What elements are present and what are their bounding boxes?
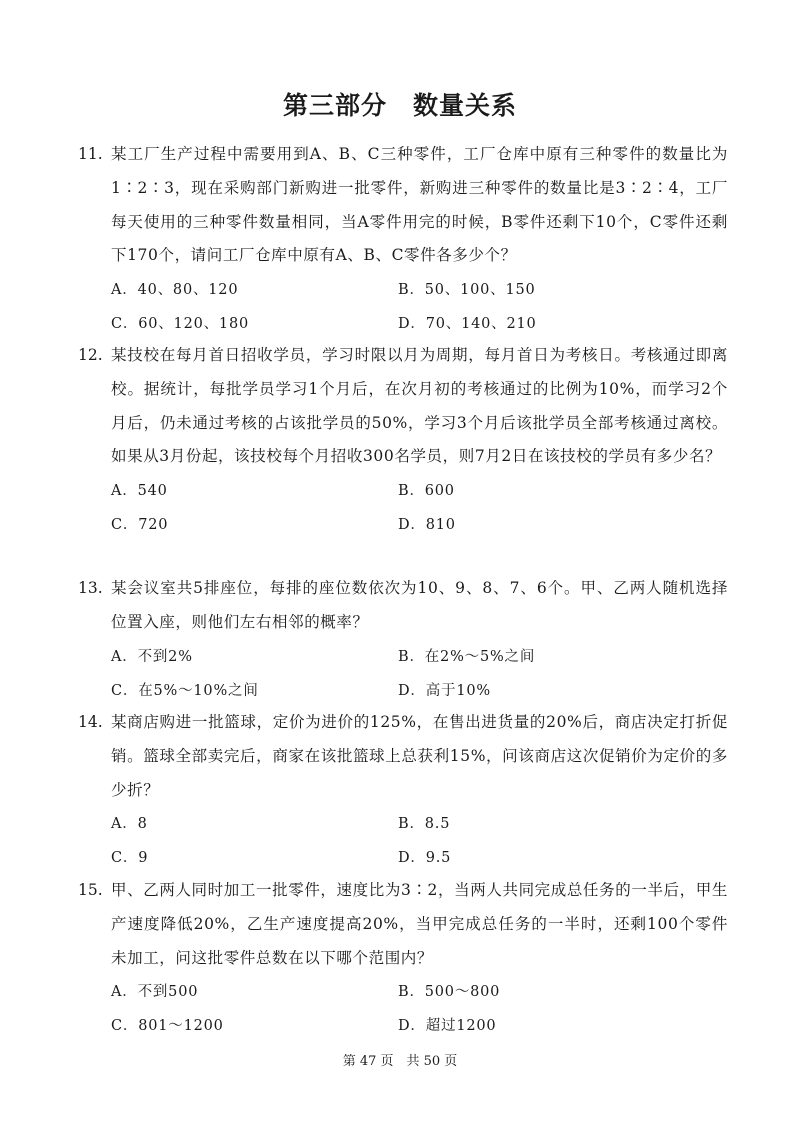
options — [111, 975, 728, 1043]
question-number: 15. — [78, 881, 103, 899]
option-a: A．40、80、120 — [111, 282, 239, 299]
option-d: D．超过1200 — [398, 1018, 497, 1035]
option-d: D．810 — [398, 517, 456, 534]
question-text: 甲、乙两人同时加工一批零件，速度比为3∶2，当两人共同完成总任务的一半后，甲生产速度降低20%，乙生产速度提高20%，当甲完成总任务的一半时，还剩100个零件未加工，问这批零件总数在以下哪个范围内？ — [111, 881, 728, 967]
option-a: A．不到2% — [111, 648, 193, 665]
question-number: 12. — [78, 346, 103, 364]
option-b: B．500～800 — [398, 984, 501, 1001]
question-number: 13. — [78, 579, 103, 597]
page-footer: 第 47 页 共 50 页 — [342, 1054, 458, 1069]
question-text: 某工厂生产过程中需要用到A、B、C三种零件，工厂仓库中原有三种零件的数量比为1∶2∶3，现在采购部门新购进一批零件，新购进三种零件的数量比是3∶2∶4，工厂每天使用的三种零件数量相同，当A零件用完的时候，B零件还剩下10个，C零件还剩下170个，请问工厂仓库中原有A、B、C零件各多少个？ — [111, 145, 728, 265]
option-a: A．540 — [111, 483, 168, 500]
option-d: D．9.5 — [398, 850, 452, 867]
options — [111, 807, 728, 875]
question-15 — [78, 874, 728, 1043]
option-c: C．801～1200 — [111, 1018, 224, 1035]
question-text: 某会议室共5排座位，每排的座位数依次为10、9、8、7、6个。甲、乙两人随机选择位置入座，则他们左右相邻的概率？ — [111, 579, 728, 631]
section-title: 第三部分 数量关系 — [282, 91, 517, 120]
question-text: 某商店购进一批篮球，定价为进价的125%，在售出进货量的20%后，商店决定打折促销。篮球全部卖完后，商家在该批篮球上总获利15%，问该商店这次促销价为定价的多少折？ — [111, 713, 728, 799]
option-c: C．在5%～10%之间 — [111, 682, 259, 699]
options — [111, 273, 728, 341]
option-c: C．60、120、180 — [111, 316, 249, 333]
options — [111, 640, 728, 708]
option-d: D．70、140、210 — [398, 316, 537, 333]
option-c: C．9 — [111, 850, 149, 867]
option-a: A．8 — [111, 816, 148, 833]
option-c: C．720 — [111, 517, 169, 534]
question-14 — [78, 706, 728, 875]
question-text: 某技校在每月首日招收学员，学习时限以月为周期，每月首日为考核日。考核通过即离校。据统计，每批学员学习1个月后，在次月初的考核通过的比例为10%，而学习2个月后，仍未通过考核的占该批学员的50%，学习3个月后该批学员全部考核通过离校。如果从3月份起，该技校每个月招收300名学员，则7月2日在该技校的学员有多少名？ — [111, 346, 728, 466]
option-b: B．600 — [398, 483, 455, 500]
question-12 — [78, 339, 728, 542]
question-number: 14. — [78, 713, 103, 731]
option-b: B．在2%～5%之间 — [398, 648, 536, 665]
question-13 — [78, 572, 728, 708]
option-a: A．不到500 — [111, 984, 199, 1001]
question-11 — [78, 138, 728, 341]
question-number: 11. — [78, 145, 103, 163]
option-d: D．高于10% — [398, 682, 491, 699]
options — [111, 474, 728, 542]
option-b: B．8.5 — [398, 816, 451, 833]
option-b: B．50、100、150 — [398, 282, 536, 299]
